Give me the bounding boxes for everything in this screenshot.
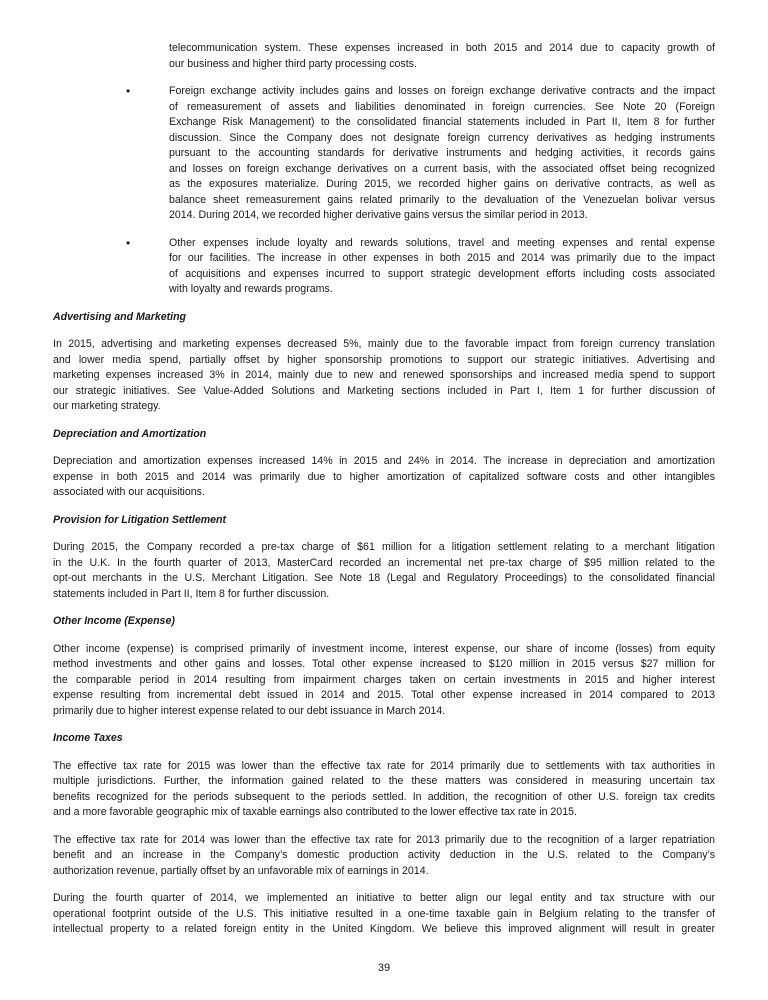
text-line: our strategic initiatives. See Value-Added Solutions and Marketing sections included in Part I, Item 1 for further discussion of bbox=[53, 384, 715, 397]
bullet-icon: • bbox=[126, 84, 131, 98]
text-line: expense resulting from incremental debt issued in 2014 and 2015. Total other expense increased in 2014 compared to 2013 bbox=[53, 689, 715, 701]
paragraph bbox=[53, 540, 715, 602]
text-line: marketing expenses increased 3% in 2014, mainly due to new and renewed sponsorships and increased media spend to support bbox=[53, 369, 715, 381]
text-line: Other income (expense) is comprised primarily of investment income, interest expense, our share of income (losses) from equity bbox=[53, 642, 715, 655]
text-line: of acquisitions and expenses incurred to support strategic development efforts including costs associated bbox=[169, 267, 715, 280]
text-line: The effective tax rate for 2014 was lower than the effective tax rate for 2013 primarily due to the recognition of a larger repatriation bbox=[53, 833, 715, 846]
text-line: Depreciation and amortization expenses increased 14% in 2015 and 24% in 2014. The increase in depreciation and amortization bbox=[53, 455, 715, 467]
text-line: multiple jurisdictions. Further, the information gained related to the these matters was considered in measuring uncertain tax bbox=[53, 775, 715, 787]
text-line: our marketing strategy. bbox=[53, 400, 161, 412]
text-line: authorization revenue, partially offset by an unfavorable mix of earnings in 2014. bbox=[53, 864, 429, 877]
text-line: and lower media spend, partially offset by higher sponsorship promotions to support our strategic initiatives. Advertising and bbox=[53, 353, 715, 366]
text-line: Foreign exchange activity includes gains and losses on foreign exchange derivative contracts and the impact bbox=[169, 85, 715, 97]
bullet-paragraph bbox=[53, 236, 715, 298]
text-line: method investments and other gains and losses. Total other expense increased to $120 million in 2015 versus $27 million for bbox=[53, 658, 715, 670]
paragraph bbox=[53, 759, 715, 821]
text-line: our business and higher third party processing costs. bbox=[169, 57, 417, 70]
text-line: benefits recognized for the periods subsequent to the periods settled. In addition, the recognition of other U.S. foreign tax credits bbox=[53, 790, 715, 803]
text-line: discussion. Since the Company does not designate foreign currency derivatives as hedging instruments bbox=[169, 131, 715, 144]
text-line: and losses on foreign exchange derivatives on a current basis, with the associated offset being recognized bbox=[169, 162, 715, 175]
bullet-icon: • bbox=[126, 235, 131, 250]
text-line: Other expenses include loyalty and rewards solutions, travel and meeting expenses and rental expense bbox=[169, 236, 715, 249]
text-line: with loyalty and rewards programs. bbox=[169, 283, 333, 295]
text-line: During 2015, the Company recorded a pre-tax charge of $61 million for a litigation settlement relating to a merchant litigation bbox=[53, 541, 715, 553]
text-line: opt-out merchants in the U.S. Merchant Litigation. See Note 18 (Legal and Regulatory Proceedings) to the consolidated financial bbox=[53, 572, 715, 584]
text-line: statements included in Part II, Item 8 for further discussion. bbox=[53, 587, 330, 600]
paragraph bbox=[53, 833, 715, 880]
text-line: in the U.K. In the fourth quarter of 2013, MasterCard recorded an incremental net pre-tax charge of $95 million related to the bbox=[53, 556, 715, 569]
section-heading: Provision for Litigation Settlement bbox=[53, 513, 227, 526]
text-line: associated with our acquisitions. bbox=[53, 486, 205, 498]
text-line: primarily due to higher interest expense related to our debt issuance in March 2014. bbox=[53, 704, 446, 717]
text-line: Exchange Risk Management) to the consolidated financial statements included in Part II, Item 8 for further bbox=[169, 116, 715, 128]
section-heading: Other Income (Expense) bbox=[53, 615, 175, 627]
text-line: telecommunication system. These expenses increased in both 2015 and 2014 due to capacity growth of bbox=[169, 42, 715, 54]
text-line: 2014. During 2014, we recorded higher derivative gains versus the similar period in 2013. bbox=[169, 209, 588, 221]
page-number: 39 bbox=[377, 962, 391, 974]
paragraph bbox=[53, 891, 715, 938]
text-line: expense in both 2015 and 2014 was primarily due to higher amortization of capitalized software costs and other intangibles bbox=[53, 470, 715, 483]
text-line: and a more favorable geographic mix of taxable earnings also contributed to the lower effective tax rate in 2015. bbox=[53, 806, 577, 818]
paragraph bbox=[53, 41, 715, 72]
text-line: balance sheet remeasurement gains related primarily to the devaluation of the Venezuelan bolivar versus bbox=[169, 193, 715, 206]
paragraph bbox=[53, 337, 715, 415]
paragraph bbox=[53, 454, 715, 501]
text-line: During the fourth quarter of 2014, we implemented an initiative to better align our legal entity and tax structure with our bbox=[53, 892, 715, 904]
text-line: benefit and an increase in the Company’s domestic production activity deduction in the U.S. related to the Company’s bbox=[53, 849, 715, 861]
text-line: the comparable period in 2014 resulting from impairment charges taken on certain investments in 2015 and higher interest bbox=[53, 673, 715, 686]
section-heading: Depreciation and Amortization bbox=[53, 427, 207, 440]
text-line: for our facilities. The increase in other expenses in both 2015 and 2014 was primarily due to the impact bbox=[169, 252, 715, 264]
section-heading: Advertising and Marketing bbox=[53, 310, 187, 323]
text-line: as the exposures materialize. During 2015, we recorded higher gains on derivative contracts, as well as bbox=[169, 178, 715, 190]
document-body bbox=[53, 41, 715, 950]
text-line: of remeasurement of assets and liabilities denominated in foreign currencies. See Note 20 (Foreign bbox=[169, 100, 715, 113]
text-line: intellectual property to a related foreign entity in the United Kingdom. We believe this improved alignment will result in greater bbox=[53, 923, 715, 935]
text-line: pursuant to the accounting standards for derivative instruments and hedging activities, it records gains bbox=[169, 147, 715, 159]
bullet-paragraph bbox=[53, 84, 715, 224]
section-heading: Income Taxes bbox=[53, 732, 123, 744]
paragraph bbox=[53, 642, 715, 720]
text-line: operational footprint outside of the U.S. This initiative resulted in a one-time taxable gain in Belgium relating to the transfer of bbox=[53, 907, 715, 920]
text-line: In 2015, advertising and marketing expenses decreased 5%, mainly due to the favorable impact from foreign currency translation bbox=[53, 338, 715, 350]
text-line: The effective tax rate for 2015 was lower than the effective tax rate for 2014 primarily due to settlements with tax authorities in bbox=[53, 759, 715, 772]
